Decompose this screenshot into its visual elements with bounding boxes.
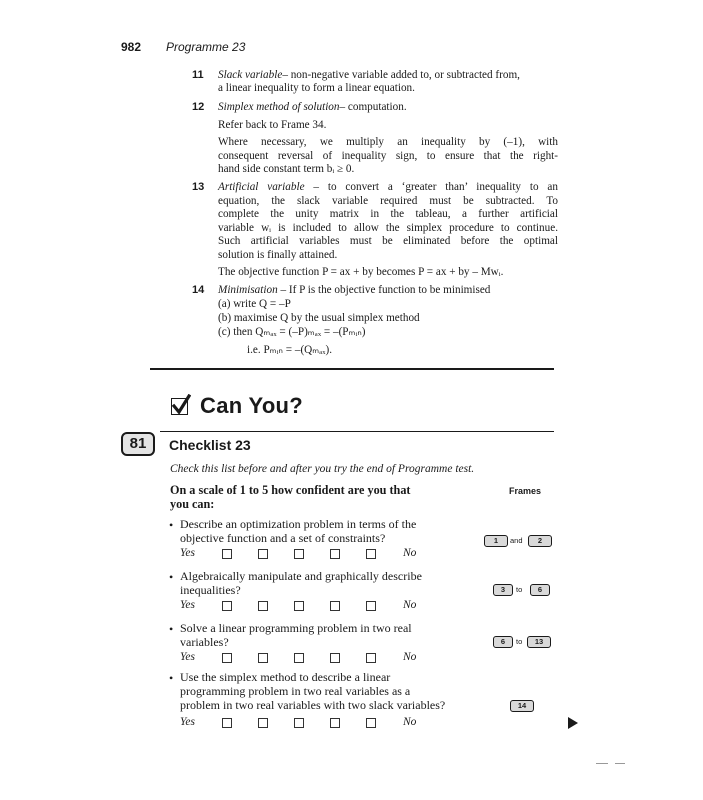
page-number: 982	[121, 40, 142, 54]
section-divider	[150, 368, 554, 370]
rating-checkbox-1[interactable]	[222, 718, 232, 728]
no-label: No	[403, 716, 417, 728]
glossary-text: Refer back to Frame 34.	[218, 119, 327, 131]
glossary-text: complete the unity matrix in the tableau, a further artificial	[218, 208, 558, 220]
glossary-text: equation, the slack variable required must be subtracted. To	[218, 195, 558, 207]
rating-checkbox-5[interactable]	[366, 718, 376, 728]
rating-checkbox-2[interactable]	[258, 601, 268, 611]
rating-checkbox-4[interactable]	[330, 549, 340, 559]
frame-ref-connector: to	[516, 585, 523, 594]
next-page-arrow-icon[interactable]	[568, 717, 578, 729]
no-label: No	[403, 547, 417, 559]
yes-label: Yes	[180, 599, 195, 611]
rating-checkbox-5[interactable]	[366, 601, 376, 611]
no-label: No	[403, 651, 417, 663]
checklist-item-text: variables?	[180, 635, 229, 649]
glossary-term: Simplex method of solution	[218, 101, 340, 113]
glossary-entry-line	[218, 69, 558, 83]
frame-ref-connector: and	[510, 536, 523, 545]
rating-checkbox-1[interactable]	[222, 601, 232, 611]
frame-ref-box: 3	[493, 584, 513, 596]
checklist-item-text: objective function and a set of constraints?	[180, 531, 386, 545]
rating-checkbox-4[interactable]	[330, 601, 340, 611]
frame-ref-box: 6	[493, 636, 513, 648]
bullet: •	[169, 622, 174, 636]
glossary-text: a linear inequality to form a linear equation.	[218, 82, 415, 94]
yes-label: Yes	[180, 651, 195, 663]
frame-number-badge: 81	[121, 432, 155, 456]
checklist-title: Checklist 23	[169, 437, 251, 453]
rating-checkbox-3[interactable]	[294, 549, 304, 559]
glossary-step: (a) write Q = –P	[218, 298, 291, 310]
glossary-number: 13	[192, 181, 205, 193]
frame-ref-connector: to	[516, 637, 523, 646]
bullet: •	[169, 671, 174, 685]
glossary-text: The objective function P = ax + by becomes P = ax + by – Mwᵢ.	[218, 266, 504, 278]
glossary-text: consequent reversal of inequality sign, to ensure that the right-	[218, 150, 558, 162]
glossary-text: solution is finally attained.	[218, 249, 338, 261]
frame-ref-box: 6	[530, 584, 550, 596]
can-you-heading: Can You?	[200, 393, 304, 418]
rating-checkbox-4[interactable]	[330, 718, 340, 728]
rating-checkbox-3[interactable]	[294, 601, 304, 611]
frame-ref-box: 13	[527, 636, 551, 648]
glossary-text: Such artificial variables must be eliminated before the optimal	[218, 235, 558, 247]
glossary-step: (c) then Qₘₐₓ = (–P)ₘₐₓ = –(Pₘᵢₙ)	[218, 326, 366, 338]
glossary-number: 11	[192, 69, 204, 81]
running-header: Programme 23	[166, 40, 246, 54]
bullet: •	[169, 570, 174, 584]
glossary-entry-line	[218, 101, 558, 115]
glossary-term: Artificial variable	[218, 181, 305, 193]
glossary-text: Where necessary, we multiply an inequality by (–1), with	[218, 136, 558, 148]
glossary-text: – If P is the objective function to be minimised	[280, 284, 491, 296]
glossary-term: Minimisation	[218, 284, 278, 296]
no-label: No	[403, 599, 417, 611]
frame-ref-box: 2	[528, 535, 552, 547]
bullet: •	[169, 518, 174, 532]
checklist-item-text: inequalities?	[180, 583, 241, 597]
rating-checkbox-2[interactable]	[258, 653, 268, 663]
checkmark-icon	[171, 398, 188, 415]
checklist-item-text: problem in two real variables with two slack variables?	[180, 698, 446, 712]
glossary-text: hand side constant term bᵢ ≥ 0.	[218, 163, 355, 175]
rating-checkbox-5[interactable]	[366, 653, 376, 663]
glossary-step: i.e. Pₘᵢₙ = –(Qₘₐₓ).	[247, 344, 333, 356]
rating-checkbox-5[interactable]	[366, 549, 376, 559]
checklist-item-text: Use the simplex method to describe a linear	[180, 670, 391, 684]
checklist-item-text: Algebraically manipulate and graphically describe	[180, 569, 422, 583]
rating-checkbox-2[interactable]	[258, 549, 268, 559]
glossary-text: – to convert a ‘greater than’ inequality to an	[313, 181, 558, 193]
glossary-number: 14	[192, 284, 205, 296]
checklist-instruction: Check this list before and after you try the end of Programme test.	[170, 463, 475, 475]
frames-header: Frames	[509, 486, 542, 496]
rating-checkbox-4[interactable]	[330, 653, 340, 663]
glossary-term: Slack variable	[218, 69, 283, 81]
glossary-text: – non-negative variable added to, or subtracted from,	[282, 69, 520, 81]
rating-checkbox-3[interactable]	[294, 653, 304, 663]
frame-ref-box: 1	[484, 535, 508, 547]
scale-prompt-line: On a scale of 1 to 5 how confident are you that	[170, 483, 411, 497]
frame-ref-box: 14	[510, 700, 534, 712]
checklist-item-text: Solve a linear programming problem in two real	[180, 621, 412, 635]
checklist-divider	[160, 431, 554, 432]
yes-label: Yes	[180, 716, 195, 728]
yes-label: Yes	[180, 547, 195, 559]
glossary-text: – computation.	[339, 101, 407, 113]
checklist-item-text: Describe an optimization problem in terms of the	[180, 517, 417, 531]
rating-checkbox-1[interactable]	[222, 549, 232, 559]
glossary-step: (b) maximise Q by the usual simplex method	[218, 312, 420, 324]
scan-mark	[596, 763, 608, 764]
glossary-entry-line	[218, 284, 558, 298]
checklist-item-text: programming problem in two real variables as a	[180, 684, 411, 698]
glossary-number: 12	[192, 101, 205, 113]
scan-mark	[615, 763, 625, 764]
rating-checkbox-2[interactable]	[258, 718, 268, 728]
glossary-entry-line	[218, 181, 558, 195]
rating-checkbox-3[interactable]	[294, 718, 304, 728]
glossary-text: variable wᵢ is included to allow the simplex procedure to continue.	[218, 222, 558, 234]
rating-checkbox-1[interactable]	[222, 653, 232, 663]
scale-prompt-line: you can:	[170, 497, 215, 511]
scale-prompt	[170, 483, 480, 511]
